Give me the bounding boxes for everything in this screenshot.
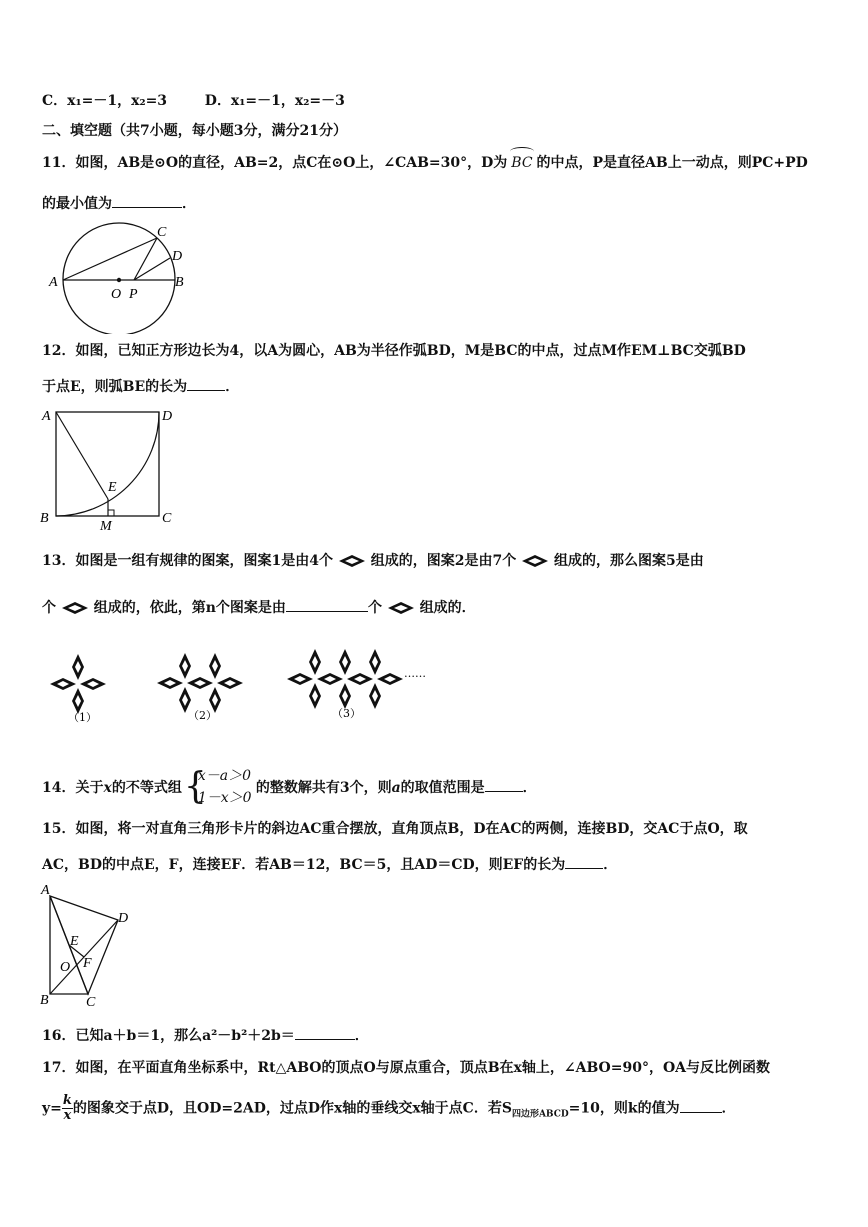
- q13-text-e: 组成的，依此，第n个图案是由: [93, 600, 286, 616]
- label-b: B: [175, 275, 184, 290]
- q17-line2: [42, 1094, 736, 1124]
- q11-text-b: 的中点，P是直径AB上一动点，则PC+PD: [536, 155, 808, 171]
- fraction-k-over-x: [62, 1094, 73, 1123]
- label-d: D: [162, 409, 173, 424]
- q14-text-b: 的不等式组: [111, 780, 182, 796]
- q12-square-figure: [38, 404, 178, 532]
- option-d: D．x₁=－1，x₂=－3: [204, 93, 345, 109]
- label-p: P: [129, 287, 138, 302]
- q11-line1: [42, 153, 808, 173]
- q12-text: 于点E，则弧BE的长为: [42, 379, 188, 395]
- q12-answer-blank[interactable]: [187, 375, 225, 391]
- q13-answer-blank[interactable]: [286, 596, 368, 612]
- period: ．: [603, 857, 618, 873]
- inequality-1: x－a＞0: [197, 768, 251, 784]
- label-b: B: [40, 511, 49, 526]
- q17-text-c: =10，则k的值为: [568, 1100, 680, 1117]
- q13-text-f: 个: [367, 600, 382, 616]
- pattern-2: [157, 653, 243, 713]
- period: ．: [354, 1028, 369, 1044]
- q13-text-a: 13．如图是一组有规律的图案，图案1是由4个: [42, 553, 333, 569]
- right-angle-mark: [108, 510, 114, 516]
- pattern-1: [50, 654, 106, 714]
- section-heading: 二、填空题（共7小题，每小题3分，满分21分）: [42, 123, 347, 139]
- option-c-d: [42, 91, 345, 111]
- segment-ac: [63, 238, 157, 280]
- q13-text-g: 组成的．: [419, 600, 476, 616]
- triangle-adc: [50, 896, 118, 994]
- q17-line1: 17．如图，在平面直角坐标系中，Rt△ABO的顶点O与原点重合，顶点B在x轴上，∠ABO=90°，OA与反比例函数: [42, 1060, 771, 1076]
- q12-line2: [42, 375, 239, 397]
- label-b: B: [40, 993, 49, 1008]
- q17-text-b: 的图象交于点D，且OD=2AD，过点D作x轴的垂线交x轴于点C．若S: [72, 1100, 512, 1117]
- center-dot: [117, 278, 121, 282]
- q13-text-b: 组成的，图案2是由7个: [370, 553, 517, 569]
- q13-text-d: 个: [42, 600, 56, 616]
- q17-answer-blank[interactable]: [680, 1097, 722, 1113]
- diamond-icon: [387, 601, 415, 615]
- var-a: a: [391, 780, 401, 796]
- label-c: C: [86, 995, 96, 1010]
- q15-triangle-figure: [38, 882, 138, 1010]
- pattern-3: [287, 649, 403, 709]
- q14-text-d: 的取值范围是: [400, 780, 485, 796]
- q14-text-c: 的整数解共有3个，则: [255, 780, 392, 796]
- period: ．: [522, 780, 537, 796]
- period: ．: [225, 379, 240, 395]
- q15-line1: 15．如图，将一对直角三角形卡片的斜边AC重合摆放，直角顶点B，D在AC的两侧，连接BD，交AC于点O，取: [42, 821, 748, 837]
- frac-numerator: k: [62, 1093, 72, 1108]
- label-d: D: [172, 249, 183, 264]
- label-e: E: [108, 480, 117, 495]
- segment-ae: [56, 412, 108, 499]
- diamond-icon: [61, 601, 89, 615]
- area-subscript: 四边形ABCD: [511, 1109, 569, 1120]
- option-c: C．x₁=－1，x₂=3: [42, 93, 168, 109]
- q15-answer-blank[interactable]: [565, 853, 603, 869]
- label-f: F: [83, 956, 92, 971]
- q13-text-c: 组成的，那么图案5是由: [553, 553, 704, 569]
- q11-circle-figure: [44, 222, 194, 334]
- frac-denominator: x: [63, 1108, 72, 1123]
- q11-text-a: 11．如图，AB是⊙O的直径，AB=2，点C在⊙O上，∠CAB=30°，D为: [42, 155, 508, 171]
- label-c: C: [162, 511, 172, 526]
- label-d: D: [118, 911, 129, 926]
- q16-text: 16．已知a＋b＝1，那么a²－b²＋2b＝: [42, 1028, 295, 1044]
- q14-line: [42, 768, 537, 808]
- q11-line2: [42, 192, 196, 214]
- q15-text: AC，BD的中点E，F，连接EF．若AB＝12，BC＝5，且AD＝CD，则EF的长为: [42, 857, 566, 873]
- q11-text-c: 的最小值为: [42, 196, 112, 212]
- q12-line1: 12．如图，已知正方形边长为4，以A为圆心，AB为半径作弧BD，M是BC的中点，过点M作EM⊥BC交弧BD: [42, 343, 746, 359]
- q16-line: [42, 1024, 369, 1046]
- var-x: x: [103, 780, 112, 796]
- q13-pattern-figure: [48, 640, 448, 730]
- inequality-2: 1－x＞0: [197, 790, 252, 806]
- label-o: O: [111, 287, 122, 302]
- label-a: A: [41, 883, 50, 898]
- diamond-icon: [338, 554, 366, 568]
- label-o: O: [60, 960, 71, 975]
- left-brace: {: [183, 766, 207, 807]
- segment-pc: [134, 238, 157, 280]
- q16-answer-blank[interactable]: [295, 1024, 355, 1040]
- label-c: C: [157, 225, 167, 240]
- q13-line2: [42, 596, 476, 618]
- period: ．: [182, 196, 196, 212]
- q14-answer-blank[interactable]: [485, 776, 523, 792]
- q13-line1: [42, 551, 704, 571]
- q17-text-a: y=: [42, 1100, 62, 1117]
- label-m: M: [100, 519, 112, 532]
- q11-answer-blank[interactable]: [112, 192, 182, 208]
- label-e: E: [70, 934, 79, 949]
- arc-bc: BC: [511, 153, 532, 173]
- label-a: A: [42, 409, 51, 424]
- ellipsis: ……: [404, 667, 426, 680]
- caption-3: （3）: [332, 707, 361, 720]
- caption-2: （2）: [188, 709, 217, 722]
- inequality-system: [184, 768, 254, 808]
- q15-line2: [42, 853, 617, 875]
- label-a: A: [49, 275, 58, 290]
- diamond-icon: [521, 554, 549, 568]
- period: ．: [721, 1100, 736, 1117]
- q14-text-a: 14．关于: [42, 780, 104, 796]
- caption-1: （1）: [68, 711, 97, 724]
